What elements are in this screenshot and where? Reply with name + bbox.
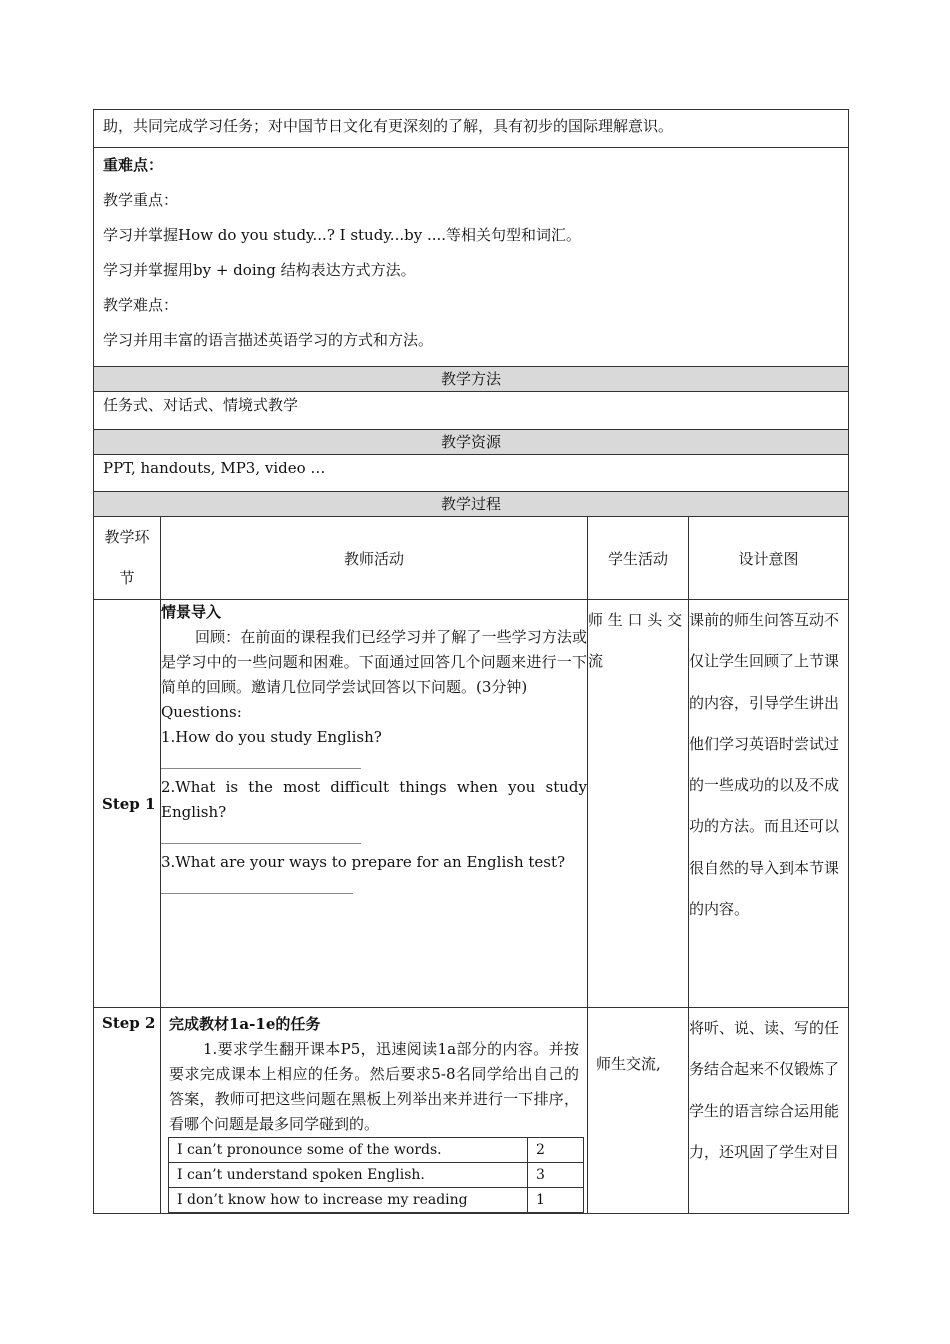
- problem-cell: I don’t know how to increase my reading: [169, 1188, 528, 1213]
- step2-label: Step 2: [94, 1008, 161, 1214]
- step1-row: [94, 600, 849, 1008]
- rank-cell: 1: [528, 1188, 584, 1213]
- process-header: 教学过程: [94, 492, 849, 517]
- table-row: [169, 1188, 584, 1213]
- methods-header-row: [94, 367, 849, 392]
- process-column-headers: [94, 517, 849, 600]
- step1-student-activity: 师 生 口 头 交流: [588, 600, 689, 1008]
- step1-teacher-activity: [161, 600, 588, 1008]
- resources-header-row: [94, 430, 849, 455]
- focus-label: 教学重点：: [103, 191, 179, 209]
- column-header-student: 学生活动: [588, 517, 689, 600]
- process-header-row: [94, 492, 849, 517]
- rank-cell: 3: [528, 1163, 584, 1188]
- step2-row: [94, 1008, 849, 1214]
- rank-cell: 2: [528, 1138, 584, 1163]
- table-row: [169, 1163, 584, 1188]
- column-header-stage: 教学环节: [94, 517, 161, 600]
- problem-cell: I can’t understand spoken English.: [169, 1163, 528, 1188]
- problems-table: [168, 1137, 584, 1213]
- answer-blank: [161, 750, 361, 769]
- questions-label: Questions:: [161, 703, 242, 721]
- question-2: 2.What is the most difficult things when you study English?: [161, 778, 587, 821]
- answer-blank: [161, 825, 361, 844]
- step2-student-activity: 师生交流,: [588, 1008, 689, 1214]
- resources-header: 教学资源: [94, 430, 849, 455]
- step1-design-intent: 课前的师生问答互动不仅让学生回顾了上节课的内容，引导学生讲出他们学习英语时尝试过的一些成功的以及不成功的方法。而且还可以很自然的导入到本节课的内容。: [689, 600, 849, 1008]
- step2-design-intent: 将听、说、读、写的任务结合起来不仅锻炼了学生的语言综合运用能力，还巩固了学生对目: [689, 1008, 849, 1214]
- objectives-tail-text: 助，共同完成学习任务；对中国节日文化有更深刻的了解，具有初步的国际理解意识。: [103, 117, 674, 135]
- question-1: 1.How do you study English?: [161, 728, 382, 746]
- key-points-row: [94, 148, 849, 367]
- answer-blank: [161, 875, 353, 894]
- difficulty-label: 教学难点：: [103, 296, 179, 314]
- column-header-teacher: 教师活动: [161, 517, 588, 600]
- step2-intro: 1.要求学生翻开课本P5，迅速阅读1a部分的内容。并按要求完成课本上相应的任务。然后要求5-8名同学给出自己的答案，教师可把这些问题在黑板上列举出来并进行一下排序，看哪个问题是最多同学碰到的。: [169, 1040, 579, 1133]
- methods-content: 任务式、对话式、情境式教学: [103, 396, 299, 414]
- resources-content: PPT, handouts, MP3, video …: [103, 459, 326, 477]
- step2-title: 完成教材1a-1e的任务: [169, 1015, 321, 1033]
- problem-cell: I can’t pronounce some of the words.: [169, 1138, 528, 1163]
- lesson-plan-page: [93, 109, 848, 1214]
- focus-item: 学习并掌握How do you study...? I study...by ....等相关句型和词汇。: [103, 226, 582, 244]
- difficulty-item: 学习并用丰富的语言描述英语学习的方式和方法。: [103, 331, 434, 349]
- methods-content-row: [94, 392, 849, 430]
- table-row: [169, 1138, 584, 1163]
- resources-content-row: [94, 455, 849, 492]
- lesson-plan-table: [93, 109, 849, 1214]
- focus-item: 学习并掌握用by + doing 结构表达方式方法。: [103, 261, 416, 279]
- objectives-row: [94, 110, 849, 148]
- step1-intro: 回顾：在前面的课程我们已经学习并了解了一些学习方法或是学习中的一些问题和困难。下面通过回答几个问题来进行一下简单的回顾。邀请几位同学尝试回答以下问题。(3分钟): [161, 628, 587, 696]
- column-header-intent: 设计意图: [689, 517, 849, 600]
- key-points-heading: 重难点：: [103, 156, 164, 174]
- methods-header: 教学方法: [94, 367, 849, 392]
- step1-title: 情景导入: [161, 603, 222, 621]
- step1-label: Step 1: [94, 600, 161, 1008]
- step2-teacher-activity: [161, 1008, 588, 1214]
- question-3: 3.What are your ways to prepare for an English test?: [161, 853, 566, 871]
